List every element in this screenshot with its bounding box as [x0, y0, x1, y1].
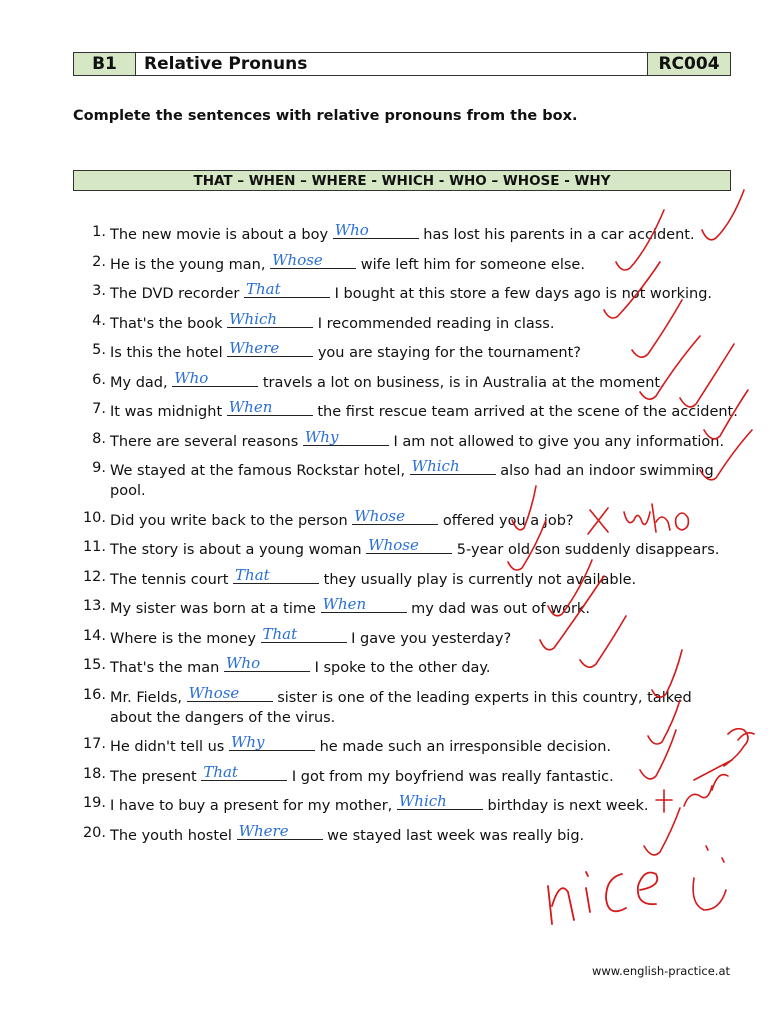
sentence-before: That's the man [110, 660, 224, 676]
sentence-after: they usually play is currently not available. [319, 572, 637, 588]
sentence-before: The tennis court [110, 572, 234, 588]
tick-mark [644, 808, 680, 855]
footer-url: www.english-practice.at [591, 964, 730, 978]
correction-plus [656, 790, 672, 812]
tick-mark [508, 520, 546, 570]
handwritten-answer: Whose [354, 507, 405, 525]
sentence-before: Is this the hotel [110, 345, 228, 361]
word-box: THAT – WHEN – WHERE - WHICH - WHO – WHOSE - WHY [73, 170, 731, 191]
tick-mark [648, 700, 680, 744]
tick-mark [680, 344, 734, 407]
handwritten-answer: Where [229, 339, 280, 357]
tick-mark [700, 430, 752, 480]
handwritten-answer: Who [174, 369, 209, 387]
sentence-after: I am not allowed to give you any information. [388, 434, 725, 450]
sentence-before: My dad, [110, 375, 173, 391]
handwritten-answer: Why [230, 733, 265, 751]
sentence-before: The present [110, 769, 202, 785]
tick-mark [604, 262, 660, 318]
sentence-after: travels a lot on business, is in Australia at the moment. [258, 375, 665, 391]
item-number: 5. [92, 342, 106, 358]
correction-who [624, 504, 688, 532]
item-number: 14. [82, 628, 106, 644]
sentence-before: Did you write back to the person [110, 513, 353, 529]
item-number: 4. [92, 313, 106, 329]
tick-mark [640, 336, 700, 399]
sentence-before: It was midnight [110, 404, 227, 420]
handwritten-answer: Whose [188, 684, 240, 702]
tick-mark [512, 486, 536, 530]
sentence-before: That's the book [110, 316, 228, 332]
tick-mark [616, 210, 664, 270]
instructions: Complete the sentences with relative pronouns from the box. [73, 108, 578, 124]
item-number: 6. [92, 372, 106, 388]
sentence-after: offered you a job? [438, 513, 574, 529]
item-number: 11. [82, 539, 106, 555]
handwritten-answer: That [235, 566, 270, 584]
handwritten-answer: Whose [272, 251, 323, 269]
item-number: 9. [92, 460, 106, 476]
sentence-after: I got from my boyfriend was really fantastic. [287, 769, 614, 785]
item-number: 12. [82, 569, 106, 585]
sentence-after: birthday is next week. [482, 798, 649, 814]
handwritten-answer: That [246, 280, 281, 298]
sentence-after: my dad was out of work. [406, 601, 590, 617]
item-number: 18. [82, 766, 106, 782]
sentence-after: he made such an irresponsible decision. [314, 739, 612, 755]
handwritten-answer: When [228, 398, 273, 416]
sentence-after: we stayed last week was really big. [322, 828, 585, 844]
smiley-eye [722, 858, 724, 862]
sentence-after: you are staying for the tournament? [313, 345, 581, 361]
sentence-after: wife left him for someone else. [356, 257, 585, 273]
sentence-before: The story is about a young woman [110, 542, 367, 558]
item-number: 7. [92, 401, 106, 417]
worksheet-code: RC004 [648, 53, 730, 75]
handwritten-answer: Where [238, 822, 289, 840]
sentence-after: 5-year old son suddenly disappears. [452, 542, 720, 558]
item-number: 15. [82, 657, 106, 673]
sentence-after: the first rescue team arrived at the scene of the accident. [312, 404, 738, 420]
item-number: 13. [82, 598, 106, 614]
handwritten-answer: That [203, 763, 238, 781]
level-label: B1 [74, 53, 136, 75]
handwritten-answer: Who [225, 654, 261, 672]
item-number: 17. [82, 736, 106, 752]
sentence-before: The youth hostel [110, 828, 237, 844]
handwritten-answer: Which [398, 792, 447, 810]
item-number: 16. [82, 687, 106, 703]
sentence-after: I recommended reading in class. [313, 316, 555, 332]
tick-mark [540, 576, 604, 650]
item-number: 3. [92, 283, 106, 299]
sentence-before: He didn't tell us [110, 739, 229, 755]
sentence-before: The new movie is about a boy [110, 227, 333, 243]
handwritten-answer: Whose [368, 536, 419, 554]
item-number: 1. [92, 224, 106, 240]
x-mark [588, 508, 608, 534]
smiley-eye [706, 846, 708, 850]
tick-mark [548, 560, 592, 616]
sentence-before: Where is the money [110, 631, 261, 647]
item-number: 8. [92, 431, 106, 447]
sentence-before: We stayed at the famous Rockstar hotel, [110, 463, 410, 479]
tick-mark [702, 190, 744, 240]
sentence-before: I have to buy a present for my mother, [110, 798, 397, 814]
sentence-after: sister is one of the leading experts in this country, talked about the dangers of the virus. [110, 690, 692, 726]
sentence-before: My sister was born at a time [110, 601, 321, 617]
comment-nice [548, 872, 657, 924]
handwritten-answer: That [262, 625, 298, 643]
handwritten-answer: Who [334, 221, 369, 239]
sentence-after: also had an indoor swimming pool. [110, 463, 714, 499]
item-number: 10. [82, 510, 106, 526]
tick-mark [632, 300, 682, 357]
sentence-before: Mr. Fields, [110, 690, 187, 706]
smiley-icon [693, 878, 726, 910]
sentence-before: The DVD recorder [110, 286, 244, 302]
tick-mark [580, 616, 626, 667]
worksheet-title: Relative Pronuns [136, 53, 648, 75]
correction-whose [684, 729, 754, 806]
sentence-before: He is the young man, [110, 257, 271, 273]
sentence-after: I spoke to the other day. [309, 660, 491, 676]
tick-mark [640, 730, 676, 779]
handwritten-answer: Why [304, 428, 339, 446]
handwritten-answer: When [322, 595, 367, 613]
tick-mark [704, 390, 748, 439]
tick-mark [652, 650, 682, 697]
handwritten-answer: Which [411, 457, 460, 475]
handwritten-answer: Which [229, 310, 278, 328]
item-number: 19. [82, 795, 106, 811]
sentence-before: There are several reasons [110, 434, 303, 450]
item-number: 2. [92, 254, 106, 270]
sentence-after: I bought at this store a few days ago is not working. [330, 286, 713, 302]
item-number: 20. [82, 825, 106, 841]
sentence-after: has lost his parents in a car accident. [418, 227, 695, 243]
sentence-after: I gave you yesterday? [346, 631, 512, 647]
